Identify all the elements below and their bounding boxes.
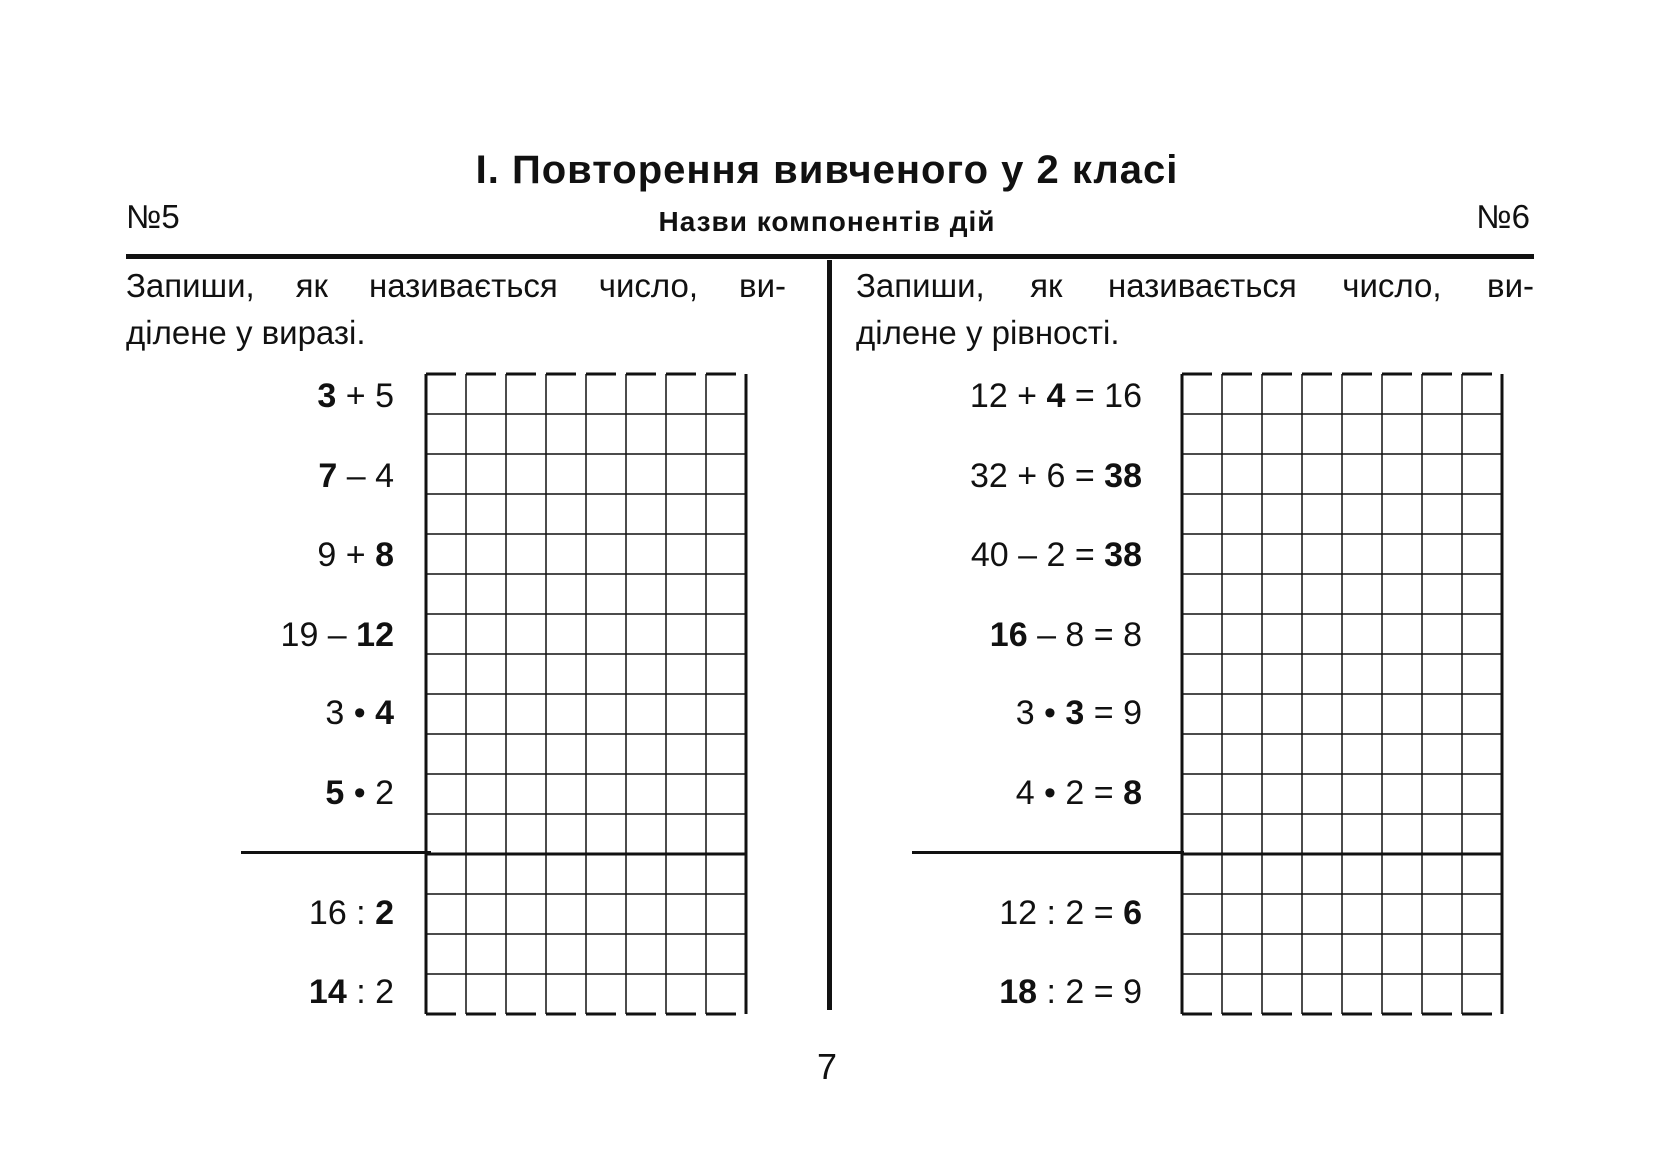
highlighted-number: 3 (317, 377, 337, 415)
expression-text: 19 – (280, 616, 357, 654)
left-expression (325, 773, 394, 813)
expression-text: + 5 (336, 377, 394, 415)
expression-text: 4 • 2 = (1015, 774, 1124, 812)
section-subtitle: Назви компонентів дій (658, 206, 996, 237)
highlighted-number: 8 (1123, 774, 1142, 812)
right-expression (1016, 693, 1142, 733)
expression-text: • 2 (344, 774, 394, 812)
right-expression (1016, 773, 1142, 813)
expression-text: 9 + (317, 536, 376, 574)
left-expression (317, 535, 394, 575)
answer-grid-right[interactable] (1180, 370, 1504, 1016)
highlighted-number: 7 (318, 457, 338, 495)
highlighted-number: 4 (375, 694, 394, 732)
left-expression (317, 376, 394, 416)
highlighted-number: 18 (999, 973, 1038, 1011)
expression-text: : 2 (346, 973, 394, 1011)
answer-grid-left[interactable] (424, 370, 748, 1016)
highlighted-number: 38 (1104, 457, 1142, 495)
right-expression (970, 456, 1142, 496)
left-expression (309, 893, 394, 933)
right-expression (999, 972, 1142, 1012)
expression-text: 12 + (969, 377, 1047, 415)
highlighted-number: 14 (308, 973, 347, 1011)
instruction-left-line1: Запиши, як називається число, ви- (126, 267, 786, 304)
highlighted-number: 8 (375, 536, 394, 574)
expression-text: : 2 = 9 (1037, 973, 1142, 1011)
highlighted-number: 4 (1046, 377, 1066, 415)
right-expression (971, 535, 1142, 575)
expression-text: – 8 = 8 (1027, 616, 1142, 654)
highlighted-number: 12 (356, 616, 394, 654)
expression-text: 32 + 6 = (969, 457, 1105, 495)
expression-text: 3 • (1015, 694, 1066, 732)
task-number-right: №6 (1476, 198, 1530, 235)
left-expression (309, 972, 394, 1012)
highlighted-number: 38 (1104, 536, 1142, 574)
instruction-left (126, 262, 786, 356)
expression-text: 3 • (325, 694, 376, 732)
highlighted-number: 3 (1065, 694, 1085, 732)
right-expression (999, 893, 1142, 933)
page-number: 7 (816, 1046, 838, 1087)
expression-text: = 9 (1084, 694, 1142, 732)
instruction-right (856, 262, 1534, 356)
expression-text: 12 : 2 = (999, 894, 1124, 932)
right-expression (990, 615, 1142, 655)
left-expression (281, 615, 394, 655)
column-divider (827, 260, 832, 1010)
left-expression (325, 693, 394, 733)
task-number-left: №5 (126, 198, 180, 235)
instruction-right-line2: ділене у рівності. (856, 314, 1120, 351)
expression-text: 16 : (308, 894, 376, 932)
highlighted-number: 5 (325, 774, 345, 812)
highlighted-number: 2 (375, 894, 394, 932)
page-title: І. Повторення вивченого у 2 класі (475, 148, 1179, 192)
expression-text: = 16 (1065, 377, 1142, 415)
instruction-left-line2: ділене у виразі. (126, 314, 366, 351)
highlighted-number: 16 (989, 616, 1028, 654)
right-expression (970, 376, 1142, 416)
expression-text: 40 – 2 = (970, 536, 1105, 574)
header-rule (126, 254, 1534, 259)
left-separator-line (241, 851, 431, 854)
expression-text: – 4 (337, 457, 394, 495)
instruction-right-line1: Запиши, як називається число, ви- (856, 267, 1534, 304)
left-expression (318, 456, 394, 496)
right-separator-line (912, 851, 1184, 854)
highlighted-number: 6 (1123, 894, 1142, 932)
